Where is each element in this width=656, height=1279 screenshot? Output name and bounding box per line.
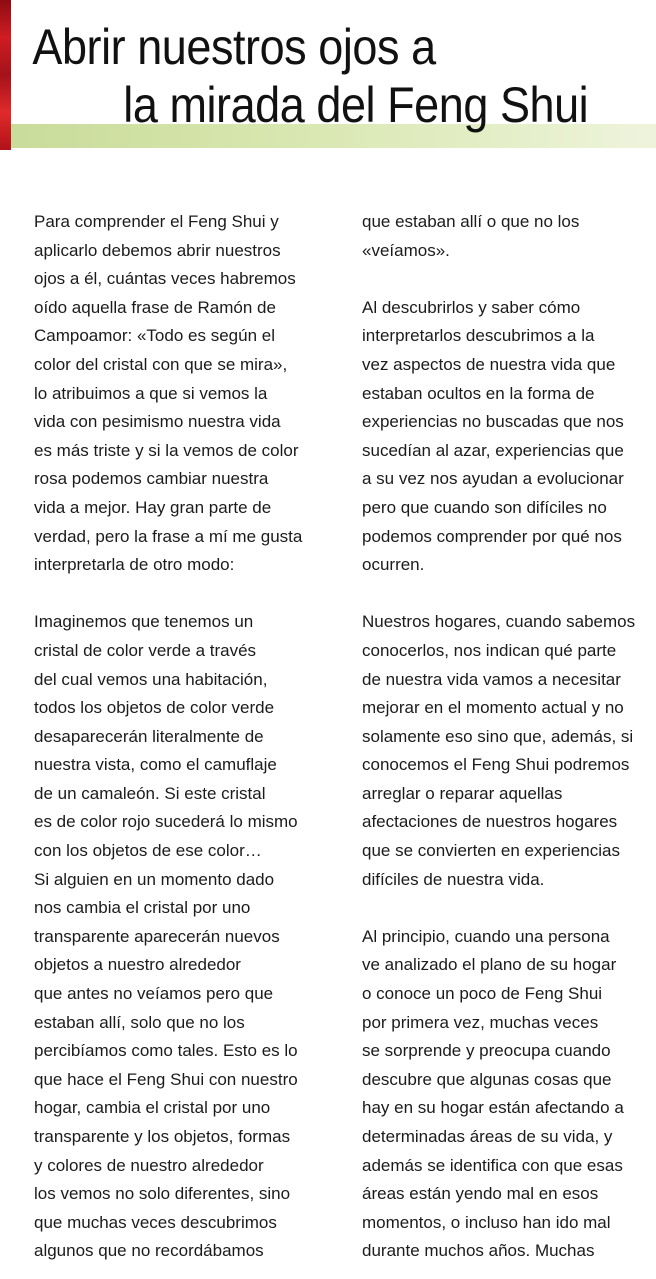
- text-line: que antes no veíamos pero que: [34, 984, 274, 1004]
- text-line: que hace el Feng Shui con nuestro: [34, 1069, 298, 1089]
- text-line: determinadas áreas de su vida, y: [362, 1127, 613, 1146]
- text-line: conocemos el Feng Shui podremos: [362, 755, 630, 775]
- paragraph: [362, 208, 656, 265]
- text-line: percibíamos como tales. Esto es lo: [34, 1041, 298, 1061]
- paragraph: [362, 294, 656, 580]
- text-line: desaparecerán literalmente de: [34, 726, 264, 746]
- text-line: conocerlos, nos indican qué parte: [362, 640, 617, 660]
- text-line: estaban allí, solo que no los: [34, 1012, 245, 1032]
- left-column: [34, 208, 330, 1266]
- text-line: oído aquella frase de Ramón de: [34, 297, 276, 317]
- paragraph: [362, 608, 656, 894]
- text-line: todos los objetos de color verde: [34, 698, 275, 718]
- text-line: y colores de nuestro alrededor: [34, 1155, 264, 1175]
- text-line: transparente y los objetos, formas: [34, 1127, 291, 1146]
- text-line: momentos, o incluso han ido mal: [362, 1212, 611, 1232]
- title-line-2: la mirada del Feng Shui: [123, 77, 589, 133]
- text-line: durante muchos años. Muchas: [362, 1241, 595, 1261]
- text-line: transparente aparecerán nuevos: [34, 926, 280, 946]
- text-line: Al principio, cuando una persona: [362, 926, 610, 946]
- text-line: hogar, cambia el cristal por uno: [34, 1098, 271, 1118]
- page-title: [0, 18, 590, 134]
- text-line: se sorprende y preocupa cuando: [362, 1041, 611, 1061]
- text-line: color del cristal con que se mira»,: [34, 354, 288, 374]
- text-line: verdad, pero la frase a mí me gusta: [34, 526, 303, 546]
- text-line: podemos comprender por qué nos: [362, 526, 622, 546]
- text-line: es más triste y si la vemos de color: [34, 440, 299, 460]
- text-line: mejorar en el momento actual y no: [362, 698, 624, 718]
- text-line: es de color rojo sucederá lo mismo: [34, 812, 298, 832]
- text-line: que estaban allí o que no los: [362, 212, 580, 231]
- text-line: Si alguien en un momento dado: [34, 869, 275, 889]
- text-line: hay en su hogar están afectando a: [362, 1098, 624, 1118]
- text-line: vida a mejor. Hay gran parte de: [34, 497, 272, 517]
- text-line: ocurren.: [362, 555, 425, 575]
- text-line: nos cambia el cristal por uno: [34, 898, 251, 918]
- text-line: por primera vez, muchas veces: [362, 1012, 599, 1032]
- text-line: o conoce un poco de Feng Shui: [362, 984, 603, 1004]
- text-line: cristal de color verde a través: [34, 640, 257, 660]
- text-line: nuestra vista, como el camuflaje: [34, 755, 277, 775]
- text-line: aplicarlo debemos abrir nuestros: [34, 240, 281, 260]
- text-line: además se identifica con que esas: [362, 1155, 623, 1175]
- text-line: rosa podemos cambiar nuestra: [34, 469, 269, 489]
- text-line: ojos a él, cuántas veces habremos: [34, 269, 296, 289]
- text-line: experiencias no buscadas que nos: [362, 412, 624, 432]
- title-line-1: Abrir nuestros ojos a: [32, 19, 436, 75]
- text-line: objetos a nuestro alrededor: [34, 955, 241, 975]
- text-line: a su vez nos ayudan a evolucionar: [362, 469, 624, 489]
- text-line: algunos que no recordábamos: [34, 1241, 264, 1261]
- text-line: vez aspectos de nuestra vida que: [362, 354, 616, 374]
- text-line: arreglar o reparar aquellas: [362, 783, 563, 803]
- text-line: los vemos no solo diferentes, sino: [34, 1184, 291, 1204]
- text-line: estaban ocultos en la forma de: [362, 383, 595, 403]
- text-line: pero que cuando son difíciles no: [362, 497, 607, 517]
- text-line: que se convierten en experiencias: [362, 841, 620, 861]
- right-column: [362, 208, 656, 1266]
- text-line: con los objetos de ese color…: [34, 841, 262, 861]
- text-line: descubre que algunas cosas que: [362, 1069, 612, 1089]
- text-line: interpretarla de otro modo:: [34, 555, 235, 575]
- text-line: afectaciones de nuestros hogares: [362, 812, 618, 832]
- text-line: Nuestros hogares, cuando sabemos: [362, 612, 636, 632]
- text-line: áreas están yendo mal en esos: [362, 1184, 599, 1204]
- paragraph: [34, 208, 330, 580]
- text-line: de un camaleón. Si este cristal: [34, 783, 266, 803]
- text-line: interpretarlos descubrimos a la: [362, 326, 595, 346]
- text-line: de nuestra vida vamos a necesitar: [362, 669, 621, 689]
- text-line: sucedían al azar, experiencias que: [362, 440, 624, 460]
- text-line: que muchas veces descubrimos: [34, 1212, 277, 1232]
- text-line: ve analizado el plano de su hogar: [362, 955, 617, 975]
- text-line: Para comprender el Feng Shui y: [34, 212, 279, 231]
- text-line: Imaginemos que tenemos un: [34, 612, 254, 632]
- paragraph: [34, 608, 330, 1266]
- text-line: «veíamos».: [362, 240, 450, 260]
- text-line: Al descubrirlos y saber cómo: [362, 297, 581, 317]
- text-line: difíciles de nuestra vida.: [362, 869, 545, 889]
- text-line: vida con pesimismo nuestra vida: [34, 412, 281, 432]
- text-line: solamente eso sino que, además, si: [362, 726, 634, 746]
- text-line: del cual vemos una habitación,: [34, 669, 268, 689]
- paragraph: [362, 923, 656, 1266]
- text-line: Campoamor: «Todo es según el: [34, 326, 275, 346]
- text-line: lo atribuimos a que si vemos la: [34, 383, 268, 403]
